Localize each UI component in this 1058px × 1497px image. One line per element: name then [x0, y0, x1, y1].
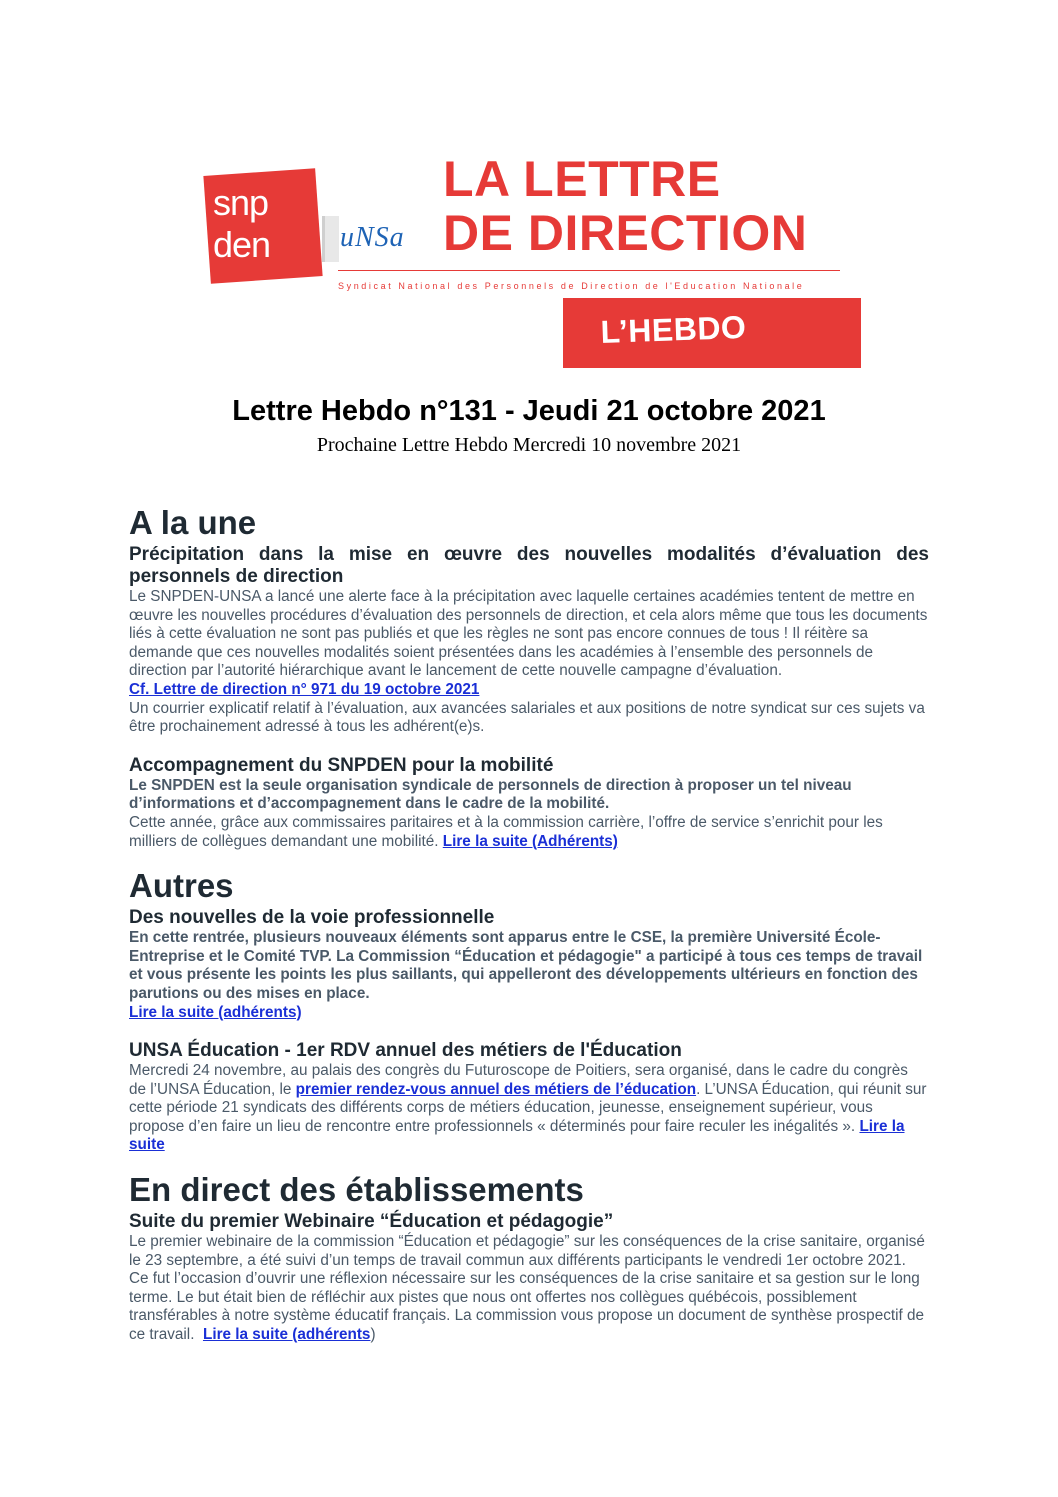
article-lead: En cette rentrée, plusieurs nouveaux éléments sont apparus entre le CSE, la première Université École-Entreprise et le Comité TVP. La Commission “Éducation et pédagogie" a participé à tous ces temps de travail et vous présente les points les plus saillants, qui appelleront des développements ultérieurs en fonction des parutions ou des mises en place. [129, 929, 923, 1002]
unsa-logo-bar [322, 216, 339, 262]
issue-title: Lettre Hebdo n°131 - Jeudi 21 octobre 2021 [232, 395, 826, 427]
masthead-tagline: Syndicat National des Personnels de Direction de l'Education Nationale [338, 281, 805, 291]
lettre-direction-971-link[interactable]: Cf. Lettre de direction n° 971 du 19 octobre 2021 [129, 680, 480, 698]
article-title: Précipitation dans la mise en œuvre des nouvelles modalités d’évaluation des personnels de direction [129, 544, 929, 587]
snpden-logo-text [213, 182, 323, 266]
read-more-link[interactable]: Lire la suite [129, 1117, 905, 1154]
article-body-text: Le premier webinaire de la commission “Éducation et pédagogie” sur les conséquences de la crise sanitaire, organisé le 23 septembre, a été suivi d’un temps de travail commun aux différents participants le vendredi 1er octobre 2021. Ce fut l’occasion d’ouvrir une réflexion nécessaire sur les conséquences de la crise sanitaire et sa gestion sur le long terme. Le but était bien de réfléchir aux pistes que nous ont offertes nos collègues québécois, possiblement transférables à notre système éducatif français. La commission vous propose un document de synthèse prospectif de ce travail. [129, 1233, 925, 1344]
newsletter-content [129, 502, 929, 1345]
article-lead: Le SNPDEN est la seule organisation syndicale de personnels de direction à proposer un tel niveau d’informations et d’accompagnement dans le cadre de la mobilité. [129, 776, 852, 813]
snpden-logo [207, 172, 330, 280]
article-body [129, 1062, 929, 1155]
masthead-divider [338, 270, 840, 271]
metiers-education-link[interactable]: premier rendez-vous annuel des métiers de l’éducation [295, 1080, 697, 1098]
article-body: Le SNPDEN-UNSA a lancé une alerte face à la précipitation avec laquelle certaines académies tentent de mettre en œuvre les nouvelles procédures d’évaluation des personnels de direction, et cela alors même que tous les documents liés à cette évaluation ne sont pas publiés et que les règles ne sont pas encore connues de tous ! Il réitère sa demande que ces nouvelles modalités soient présentées dans les académies à l’ensemble des personnels de direction par l’autorité hiérarchique avant le lancement de cette nouvelle campagne d’évaluation. [129, 588, 928, 680]
article-link-line [129, 681, 929, 700]
newsletter-title-line2: DE DIRECTION [443, 205, 808, 261]
article-title: Suite du premier Webinaire “Éducation et pédagogie” [129, 1211, 614, 1233]
article-title: Des nouvelles de la voie professionnelle [129, 907, 495, 929]
article-title: UNSA Éducation - 1er RDV annuel des métiers de l'Éducation [129, 1040, 682, 1062]
hebdo-label: L’HEBDO [600, 308, 747, 350]
article-title: Accompagnement du SNPDEN pour la mobilité [129, 754, 554, 776]
unsa-logo [322, 216, 422, 262]
article-body-text: Mercredi 24 novembre, au palais des congrès du Futuroscope de Poitiers, sera organisé, dans le cadre du congrès de l’UNSA Éducation, le [129, 1062, 908, 1098]
section-title-a-la-une: A la une [129, 504, 257, 541]
article-body-text: . L’UNSA Éducation, qui réunit sur cette période 21 syndicats des différents corps de métiers éducation, jeunesse, enseignement supérieur, vous propose d’en faire un lieu de rencontre entre professionnels « déterminés pour faire reculer les inégalités ». [129, 1080, 927, 1135]
newsletter-title-line1: LA LETTRE [443, 151, 721, 207]
closing-parenthesis: ) [370, 1326, 376, 1344]
read-more-link[interactable]: Lire la suite (adhérents [202, 1326, 371, 1344]
article-link-line [129, 1004, 929, 1023]
newsletter-title [443, 152, 807, 260]
read-more-link[interactable]: Lire la suite (Adhérents) [442, 832, 618, 850]
article-body-text: Cette année, grâce aux commissaires paritaires et à la commission carrière, l’offre de service s’enrichit pour les milliers de collègues demandant une mobilité. [129, 813, 883, 850]
article-body: Un courrier explicatif relatif à l’évaluation, aux avancées salariales et aux positions de notre syndicat sur ces sujets va être prochainement adressé à tous les adhérent(e)s. [129, 699, 925, 736]
snpden-logo-line1: snp [213, 182, 269, 223]
snpden-logo-line2: den [213, 224, 271, 265]
read-more-link[interactable]: Lire la suite (adhérents) [129, 1003, 302, 1021]
section-title-autres: Autres [129, 867, 234, 905]
article-body [129, 1233, 929, 1345]
next-issue-date: Prochaine Lettre Hebdo Mercredi 10 novembre 2021 [316, 434, 742, 456]
unsa-logo-text: uNSa [340, 222, 405, 253]
section-title-en-direct: En direct des établissements [129, 1171, 584, 1209]
article-body [129, 814, 929, 851]
